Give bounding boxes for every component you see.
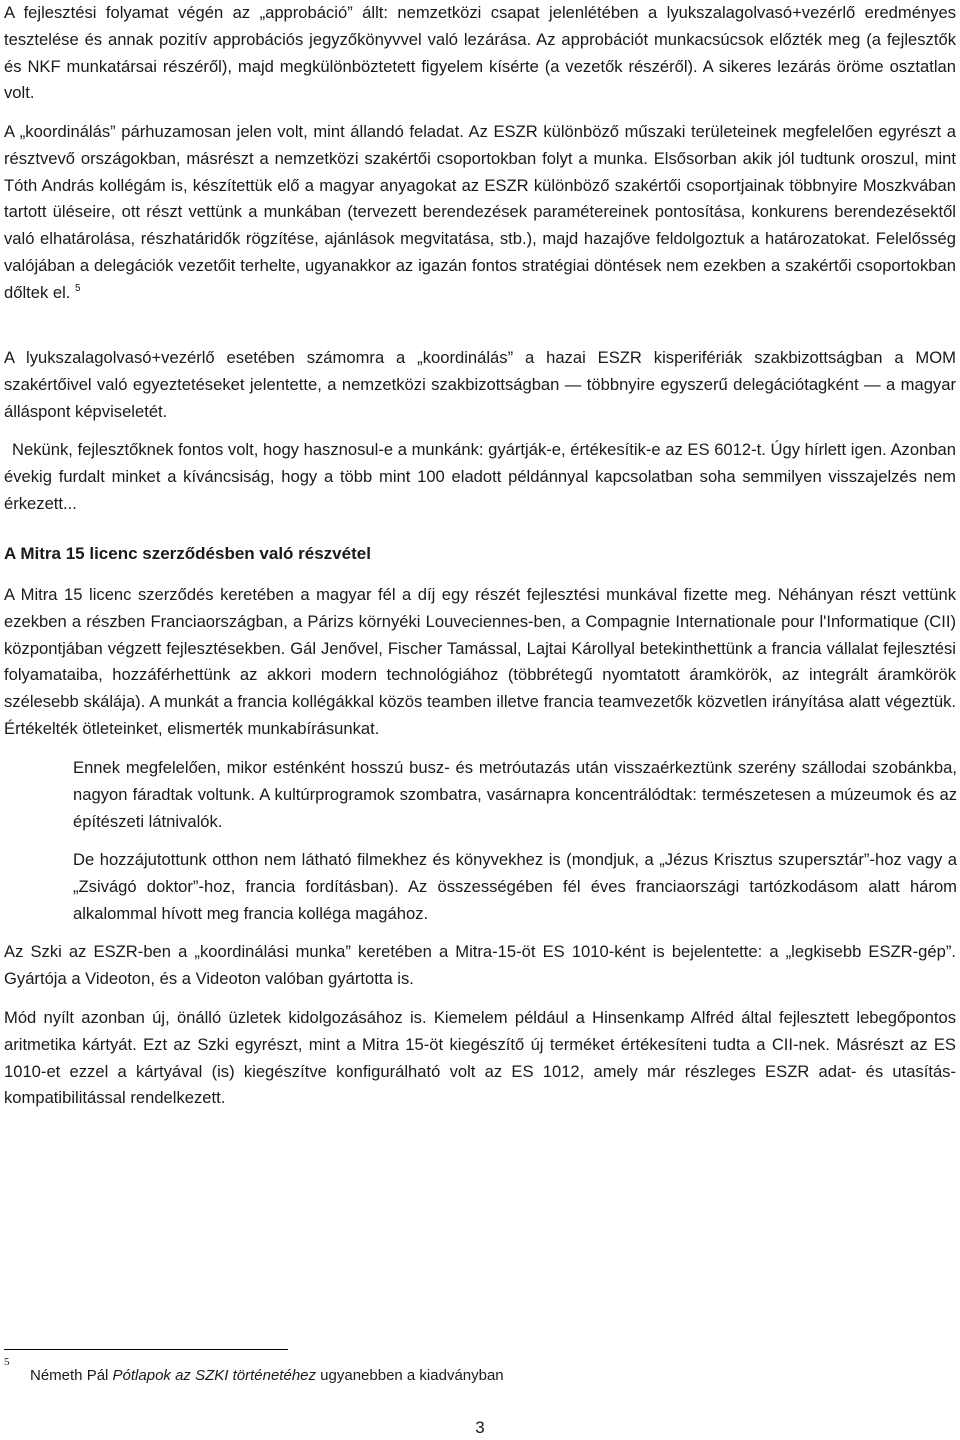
- footnote-text: [30, 1366, 504, 1386]
- paragraph-hinsenkamp: Mód nyílt azonban új, önálló üzletek kidolgozásához is. Kiemelem például a Hinsenkamp Alfréd által fejlesztett lebegőpontos aritmetika kártyát. Ezt az Szki egyrészt, mint a Mitra 15-öt kiegészítő új terméket értékesíteni tudta a CII-nek. Másrészt az ES 1010-et ezzel a kártyával (is) kiegészítve konfigurálható volt az ES 1012, amely már részleges ESZR adat- és utasítás-kompatibilitással rendelkezett.: [4, 1008, 956, 1108]
- paragraph-filmek: De hozzájutottunk otthon nem látható filmekhez és könyvekhez is (mondjuk, a „Jézus Krisztus szupersztár”-hoz vagy a „Zsivágó doktor”-hoz, francia fordításban). Az összességében fél éves franciaországi tartózkodásom alatt három alkalommal hívott meg francia kolléga magához.: [73, 850, 957, 923]
- footnote-title: Pótlapok az SZKI történetéhez: [112, 1367, 316, 1384]
- page-number: 3: [475, 1418, 485, 1437]
- footnote-number: 5: [4, 1356, 10, 1368]
- footnote-separator: [4, 1349, 288, 1350]
- footnote-rest: ugyanebben a kiadványban: [316, 1367, 504, 1384]
- footnote-reference: 5: [75, 282, 81, 294]
- paragraph-fejlesztok: Nekünk, fejlesztőknek fontos volt, hogy hasznosul-e a munkánk: gyártják-e, értékesítik-e az ES 6012-t. Úgy hírlett igen. Azonban évekig furdalt minket a kíváncsiság, hogy a több mint 100 eladott példánnyal kapcsolatban soha semmilyen visszajelzés nem érkezett...: [4, 440, 956, 513]
- paragraph-approbacio: A fejlesztési folyamat végén az „approbáció” állt: nemzetközi csapat jelenlétében a lyukszalagolvasó+vezérlő eredményes tesztelése és annak pozitív approbációs jegyzőkönyvvel való lezárása. Az approbációt munkacsúcsok előzték meg (a fejlesztők és NKF munkatársai részéről), majd megkülönböztetett figyelem kísérte (a vezetők részéről). A sikeres lezárás öröme osztatlan volt.: [4, 3, 956, 103]
- paragraph-mitra-licenc: A Mitra 15 licenc szerződés keretében a magyar fél a díj egy részét fejlesztési munkával fizette meg. Néhányan részt vettünk ezekben a részben Franciaországban, a Párizs környéki Louveciennes-ben, a Compagnie Internationale pour l'Informatique (CII) központjában végzett fejlesztésekben. Gál Jenővel, Fischer Tamással, Lajtai Károllyal betekinthettünk a francia vállalat fejlesztési folyamataiba, hozzáférhettünk az akkori modern technológiához (többrétegű nyomtatott áramkörök, az integrált áramkörök szélesebb skálája). A munkát a francia kollégákkal közös teamben illetve francia teamvezetők közvetlen irányítása alatt végeztük. Értékelték ötleteinket, elismerték munkabírásunkat.: [4, 585, 956, 738]
- section-heading: A Mitra 15 licenc szerződésben való részvétel: [4, 544, 371, 563]
- paragraph-es1010: Az Szki az ESZR-ben a „koordinálási munka” keretében a Mitra-15-öt ES 1010-ként is bejelentette: a „legkisebb ESZR-gép”. Gyártója a Videoton, és a Videoton valóban gyártotta is.: [4, 942, 956, 988]
- paragraph-esti-utazas: Ennek megfelelően, mikor esténként hosszú busz- és metróutazás után visszaérkeztünk szerény szállodai szobánkba, nagyon fáradtak voltunk. A kultúrprogramok szombatra, vasárnapra koncentrálódtak: természetesen a múzeumok és az építészeti látnivalók.: [73, 758, 957, 831]
- paragraph-lyukszalagolvaso: A lyukszalagolvasó+vezérlő esetében számomra a „koordinálás” a hazai ESZR kisperifériák szakbizottságban a MOM szakértőivel való egyeztetéseket jelentette, a nemzetközi szakbizottságban — többnyire egyszerű delegációtagként — a magyar álláspont képviseletét.: [4, 348, 956, 421]
- paragraph-koordinalas: [4, 119, 956, 307]
- paragraph-koordinalas-text: A „koordinálás” párhuzamosan jelen volt, mint állandó feladat. Az ESZR különböző műszaki területeinek megfelelően egyrészt a résztvevő országokban, másrészt a nemzetközi szakértői csoportokban folyt a munka. Elsősorban akik jól tudtunk oroszul, mint Tóth András kollégám is, készítettük elő a magyar anyagokat az ESZR különböző szakértői csoportjainak többnyire Moszkvában tartott üléseire, ott részt vettünk a munkában (tervezett berendezések paramétereinek pontosítása, konkurens berendezésektől való elhatárolása, részhatáridők rögzítése, ajánlások megvitatása, stb.), majd hazajőve feldolgoztuk a határozatokat. Felelősség valójában a delegációk vezetőit terhelte, ugyanakkor az igazán fontos stratégiai döntések nem ezekben a szakértői csoportokban dőltek el.: [4, 122, 956, 302]
- footnote-author: Németh Pál: [30, 1367, 109, 1384]
